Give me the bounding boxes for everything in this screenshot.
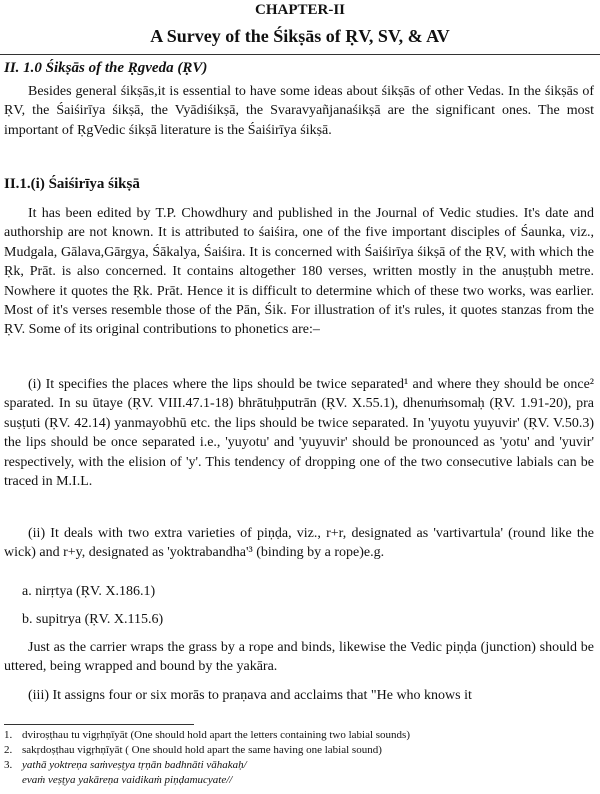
- example-item-a: a. nirṛtya (ṚV. X.186.1): [22, 584, 156, 599]
- footnote-3: [4, 759, 247, 772]
- section-heading-2: II.1.(i) Śaiśirīya śikṣā: [4, 176, 140, 192]
- paragraph-5: (iii) It assigns four or six morās to praṇava and acclaims that "He who knows it: [28, 688, 472, 703]
- footnote-rule: [4, 724, 194, 725]
- paragraph-1: It has been edited by T.P. Chowdhury and published in the Journal of Vedic studies. It's date and authorship are not known. It is attributed to śaiśira, one of the five important disciples of Śaunka, viz., Mudgala, Gālava,Gārgya, Śākalya, Śaiśira. It is concerned with Śaiśirīya śikṣā of the ṚV, with which the Ṛk, Prāt. is also concerned. It contains altogether 180 verses, written mostly in the anuṣṭubh metre. Nowhere it quotes the Ṛk. Prāt. Hence it is difficult to determine which of these two works, was earlier. Most of it's verses resemble those of the Pān, Śik. For illustration of it's rules, it quotes stanzas from the ṚV. Some of its original contributions to phonetics are:–: [4, 206, 594, 338]
- section-1-paragraph: Besides general śikṣās,it is essential to have some ideas about śikṣās of other Vedas. In the śikṣās of ṚV, the Śaiśirīya śikṣā, the Vyādiśikṣā, the Svaravyañjanaśikṣā are the significant ones. The most important of ṚgVedic śikṣā literature is the Śaiśirīya śikṣā.: [4, 84, 594, 138]
- paragraph-2: (i) It specifies the places where the lips should be twice separated¹ and where they should be once² sparated. In su ūtaye (ṚV. VIII.47.1-18) bhrātuḥputrān (ṚV. X.55.1), dhenuṁsomaḥ (ṚV. 1.91-20), pra suṣṭuti (ṚV. 42.14) yanmayobhū etc. the lips should be twice separated. In 'yuyotu yuyuvir' (ṚV. V.50.3) the lips should be once separated i.e., 'yuyotu' and 'yuyuvir' should be pronounced as 'yotu' and 'yuvir' respectively, with the elision of 'y'. This tendency of dropping one of the two consecutive labials can be traced in M.I.L.: [4, 377, 594, 490]
- footnote-number: 2.: [4, 744, 13, 756]
- footnote-number: 1.: [4, 729, 13, 741]
- footnote-3-continued: [4, 774, 232, 787]
- section-heading-1: II. 1.0 Śikṣās of the Ṛgveda (ṚV): [4, 60, 208, 76]
- chapter-title: A Survey of the Śikṣās of ṚV, SV, & AV: [150, 26, 450, 46]
- footnote-1: [4, 729, 410, 742]
- footnote-text: sakṛdoṣṭhau vigṛhṇīyāt ( One should hold apart the same having one labial sound): [22, 744, 382, 756]
- title-divider: [0, 54, 600, 55]
- footnote-text: yathā yoktreṇa saṁveṣṭya tṛṇān badhnāti vāhakaḥ/: [22, 759, 247, 771]
- footnote-text: evaṁ veṣṭya yakāreṇa vaidikaṁ piṇḍamucyate//: [22, 774, 233, 786]
- footnote-text: dviroṣṭhau tu vigṛhṇīyāt (One should hold apart the letters containing two labial sounds): [22, 729, 410, 741]
- paragraph-4: Just as the carrier wraps the grass by a rope and binds, likewise the Vedic piṇḍa (junction) should be uttered, being wrapped and bound by the yakāra.: [4, 640, 594, 675]
- chapter-label: CHAPTER-II: [254, 2, 345, 18]
- footnote-number: 3.: [4, 759, 13, 771]
- example-item-b: b. supitrya (ṚV. X.115.6): [22, 612, 164, 627]
- paragraph-3: (ii) It deals with two extra varieties of piṇḍa, viz., r+r, designated as 'vartivartula' (round like the wick) and r+y, designated as 'yoktrabandha'³ (binding by a rope)e.g.: [4, 526, 594, 561]
- footnote-2: [4, 744, 382, 757]
